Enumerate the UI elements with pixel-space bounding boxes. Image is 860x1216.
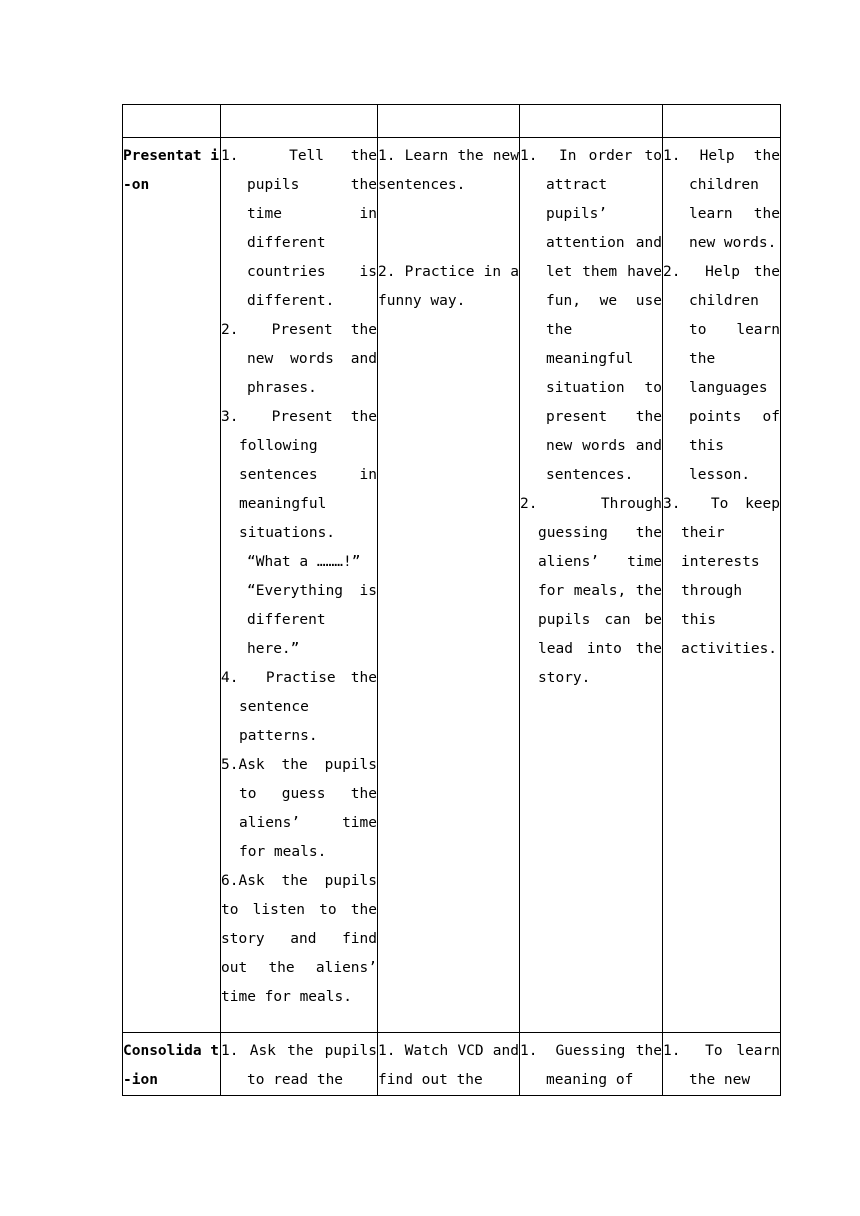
purpose-cell [520,138,663,1033]
stage-label-consolidation [123,1033,221,1096]
pupil-step: 2. Practice in a funny way. [378,264,519,309]
purpose-step: 2. Through guessing the aliens’ time for meals, the pupils can be lead into the story. [520,496,662,686]
teacher-step: 1. Ask the pupils to read the [221,1043,377,1088]
purpose-step: 1. Guessing the meaning of [520,1043,662,1088]
header-cell [123,105,221,138]
pupil-step: 1. Watch VCD and find out the [378,1043,519,1088]
stage-label-presentation [123,138,221,1033]
consolidation-row [123,1033,781,1096]
header-row [123,105,781,138]
presentation-row [123,138,781,1033]
pupil-activities-cell [378,138,520,1033]
aims-cell [663,1033,781,1096]
teacher-step: 1. Tell the pupils the time in different countries is different. [221,148,377,309]
aim-step: 1. To learn the new [663,1043,780,1088]
aim-step: 1. Help the children learn the new words. [663,148,780,251]
teacher-step: 3. Present the following sentences in meaningful situations. [221,409,377,541]
pupil-step: 1. Learn the new sentences. [378,148,519,193]
aims-cell [663,138,781,1033]
purpose-step: 1. In order to attract pupils’ attention and let them have fun, we use the meaningful situation to present the new words and sentences. [520,148,662,483]
lesson-plan-table [122,104,781,1096]
teacher-activities-cell [221,1033,378,1096]
example-sentence: “Everything is different here.” [247,583,377,657]
header-cell [221,105,378,138]
header-cell [663,105,781,138]
example-sentence: “What a ………!” [247,554,361,570]
teacher-step: 5.Ask the pupils to guess the aliens’ time for meals. [221,757,377,860]
stage-text: Consolida t-ion [123,1043,220,1088]
stage-text: Presentat i-on [123,148,220,193]
teacher-activities-cell [221,138,378,1033]
header-cell [520,105,663,138]
teacher-step: 2. Present the new words and phrases. [221,322,377,396]
purpose-cell [520,1033,663,1096]
teacher-step: 6.Ask the pupils to listen to the story and find out the aliens’ time for meals. [221,873,377,1005]
pupil-activities-cell [378,1033,520,1096]
header-cell [378,105,520,138]
aim-step: 3. To keep their interests through this activities. [663,496,780,657]
teacher-step: 4. Practise the sentence patterns. [221,670,377,744]
aim-step: 2. Help the children to learn the languages points of this lesson. [663,264,780,483]
